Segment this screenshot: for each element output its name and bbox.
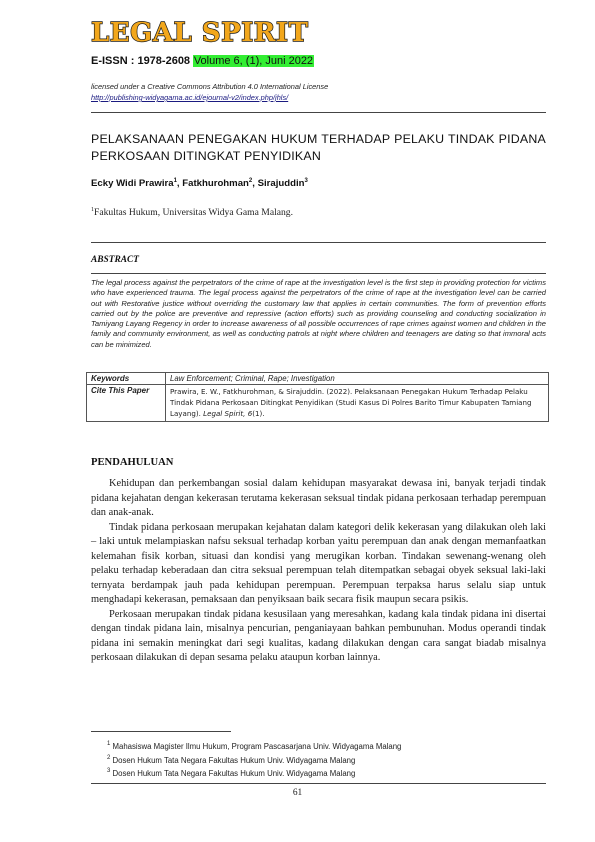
footer-divider bbox=[91, 783, 546, 784]
abstract-heading: ABSTRACT bbox=[91, 255, 139, 265]
footnote-item bbox=[107, 753, 401, 767]
journal-name: LEGAL SPIRIT bbox=[91, 18, 309, 48]
footnote-mark: 1 bbox=[107, 741, 111, 747]
footnote-text: Dosen Hukum Tata Negara Fakultas Hukum Univ. Widyagama Malang bbox=[112, 769, 356, 779]
cite-value bbox=[166, 385, 549, 422]
author-mark: 1 bbox=[173, 178, 177, 184]
journal-logo bbox=[91, 16, 309, 50]
footnote-mark: 2 bbox=[107, 754, 111, 761]
footnote-divider bbox=[91, 731, 231, 732]
license-text: licensed under a Creative Commons Attribution 4.0 International License bbox=[91, 82, 329, 91]
body-paragraph: Tindak pidana perkosaan merupakan kejahatan dalam kategori delik kekerasan yang dilakukan oleh laki – laki untuk melampiaskan nafsu seksual terhadap korban yaitu perempuan dan anak dengan memanfaatkan kelemahan fisik korban, situasi dan kondisi yang merugikan korban. Tindakan sewenang-wenang oleh pelaku terhadap keberadaan dan citra seksual perempuan telah ditempatkan sebagai obyek seksual laki-laki ternyata berdampak jauh pada kehidupan perempuan. Perempuan terpaksa harus selalu siap untuk menghadapi kekerasan, pemaksaan dan penyiksaan baik secara fisik maupun secara psikis. bbox=[91, 521, 546, 605]
footnote-text: Mahasiswa Magister Ilmu Hukum, Program Pascasarjana Univ. Widyagama Malang bbox=[112, 742, 402, 751]
author-mark: 3 bbox=[304, 178, 308, 184]
author-separator: , bbox=[252, 178, 258, 189]
abstract-text: The legal process against the perpetrators of the crime of rape at the investigation level is the first step in providing protection for victims who have experienced trauma. The legal process against the perpetrators of the crime of rape at the investigation level can be carried out with Restorative justice without overriding the customary law that applies in certain communities. The form of prevention efforts carried out by the police are preventive and repressive (action efforts) such as providing counseling and conducting socialization in Tamiyang Layang Regency in order to increase awareness of all possible occurrences of rape crimes against women and children in the family and community environment, as well as conducting patrols at night where children and teenagers are dating so that immoral acts can be minimized. bbox=[91, 278, 546, 349]
citation-row bbox=[87, 385, 549, 422]
issn-volume-line bbox=[91, 55, 314, 69]
affiliation bbox=[91, 207, 293, 218]
section-body bbox=[91, 477, 546, 666]
cite-issue: (1). bbox=[252, 409, 265, 419]
header-divider bbox=[91, 112, 546, 113]
author-list bbox=[91, 178, 308, 189]
affiliation-text: Fakultas Hukum, Universitas Widya Gama Malang. bbox=[94, 207, 294, 218]
footnote-list bbox=[107, 739, 401, 780]
keywords-row bbox=[87, 373, 549, 385]
body-paragraph: Kehidupan dan perkembangan sosial dalam kehidupan masyarakat dewasa ini, banyak terjadi tindak pidana kejahatan dengan kekerasan terutama kekerasan seksual tindak pidana perkosaan terhadap perempuan dan anak-anak. bbox=[91, 478, 546, 518]
issn-label: E-ISSN : 1978-2608 bbox=[91, 55, 191, 67]
body-paragraph: Perkosaan merupakan tindak pidana kesusilaan yang meresahkan, kadang kala tindak pidana ini disertai dengan tindak pidana lain, misalnya pencurian, penganiayaan bahkan pembunuhan. Modus operandi tindak pidana ini semakin meningkat dari segi kualitas, kadang dilakukan dengan cara sangat biadab misalnya perkosaan dilakukan di depan sesama pelaku ataupun korban lainnya. bbox=[91, 608, 546, 663]
author-name: Ecky Widi Prawira bbox=[91, 178, 174, 189]
article-title: PELAKSANAAN PENEGAKAN HUKUM TERHADAP PELAKU TINDAK PIDANA PERKOSAAN DITINGKAT PENYIDIKAN bbox=[91, 132, 546, 163]
cite-journal: Legal Spirit, 6 bbox=[203, 409, 253, 419]
keywords-label: Keywords bbox=[87, 373, 166, 385]
abstract-divider bbox=[91, 273, 546, 274]
author-separator: , bbox=[176, 178, 183, 189]
footnote-item bbox=[107, 766, 401, 780]
page-number: 61 bbox=[292, 788, 303, 798]
footnote-mark: 3 bbox=[107, 768, 111, 775]
article-meta-table bbox=[86, 372, 549, 422]
journal-url-link[interactable]: http://publishing-widyagama.ac.id/ejournal-v2/index.php/jhls/ bbox=[91, 93, 289, 102]
section-heading: PENDAHULUAN bbox=[91, 457, 174, 468]
footnote-text: Dosen Hukum Tata Negara Fakultas Hukum Univ. Widyagama Malang bbox=[112, 755, 356, 765]
cite-text: Prawira, E. W., Fatkhurohman, & Sirajuddin. (2022). Pelaksanaan Penegakan Hukum Terhadap Pelaku Tindak Pidana Perkosaan Ditingkat Penyidikan (Studi Kasus Di Polres Barito Timur Kabupaten Tamiang Layang). bbox=[170, 387, 532, 419]
affiliation-mark: 1 bbox=[91, 207, 94, 213]
author-name: Sirajuddin bbox=[257, 178, 305, 189]
author-name: Fatkhurohman bbox=[182, 178, 249, 189]
keywords-value: Law Enforcement; Criminal, Rape; Investigation bbox=[166, 373, 549, 385]
volume-badge: Volume 6, (1), Juni 2022 bbox=[193, 55, 314, 67]
author-mark: 2 bbox=[248, 178, 253, 184]
footnote-item bbox=[107, 739, 401, 753]
abstract-top-divider bbox=[91, 242, 546, 243]
cite-label: Cite This Paper bbox=[87, 385, 166, 422]
